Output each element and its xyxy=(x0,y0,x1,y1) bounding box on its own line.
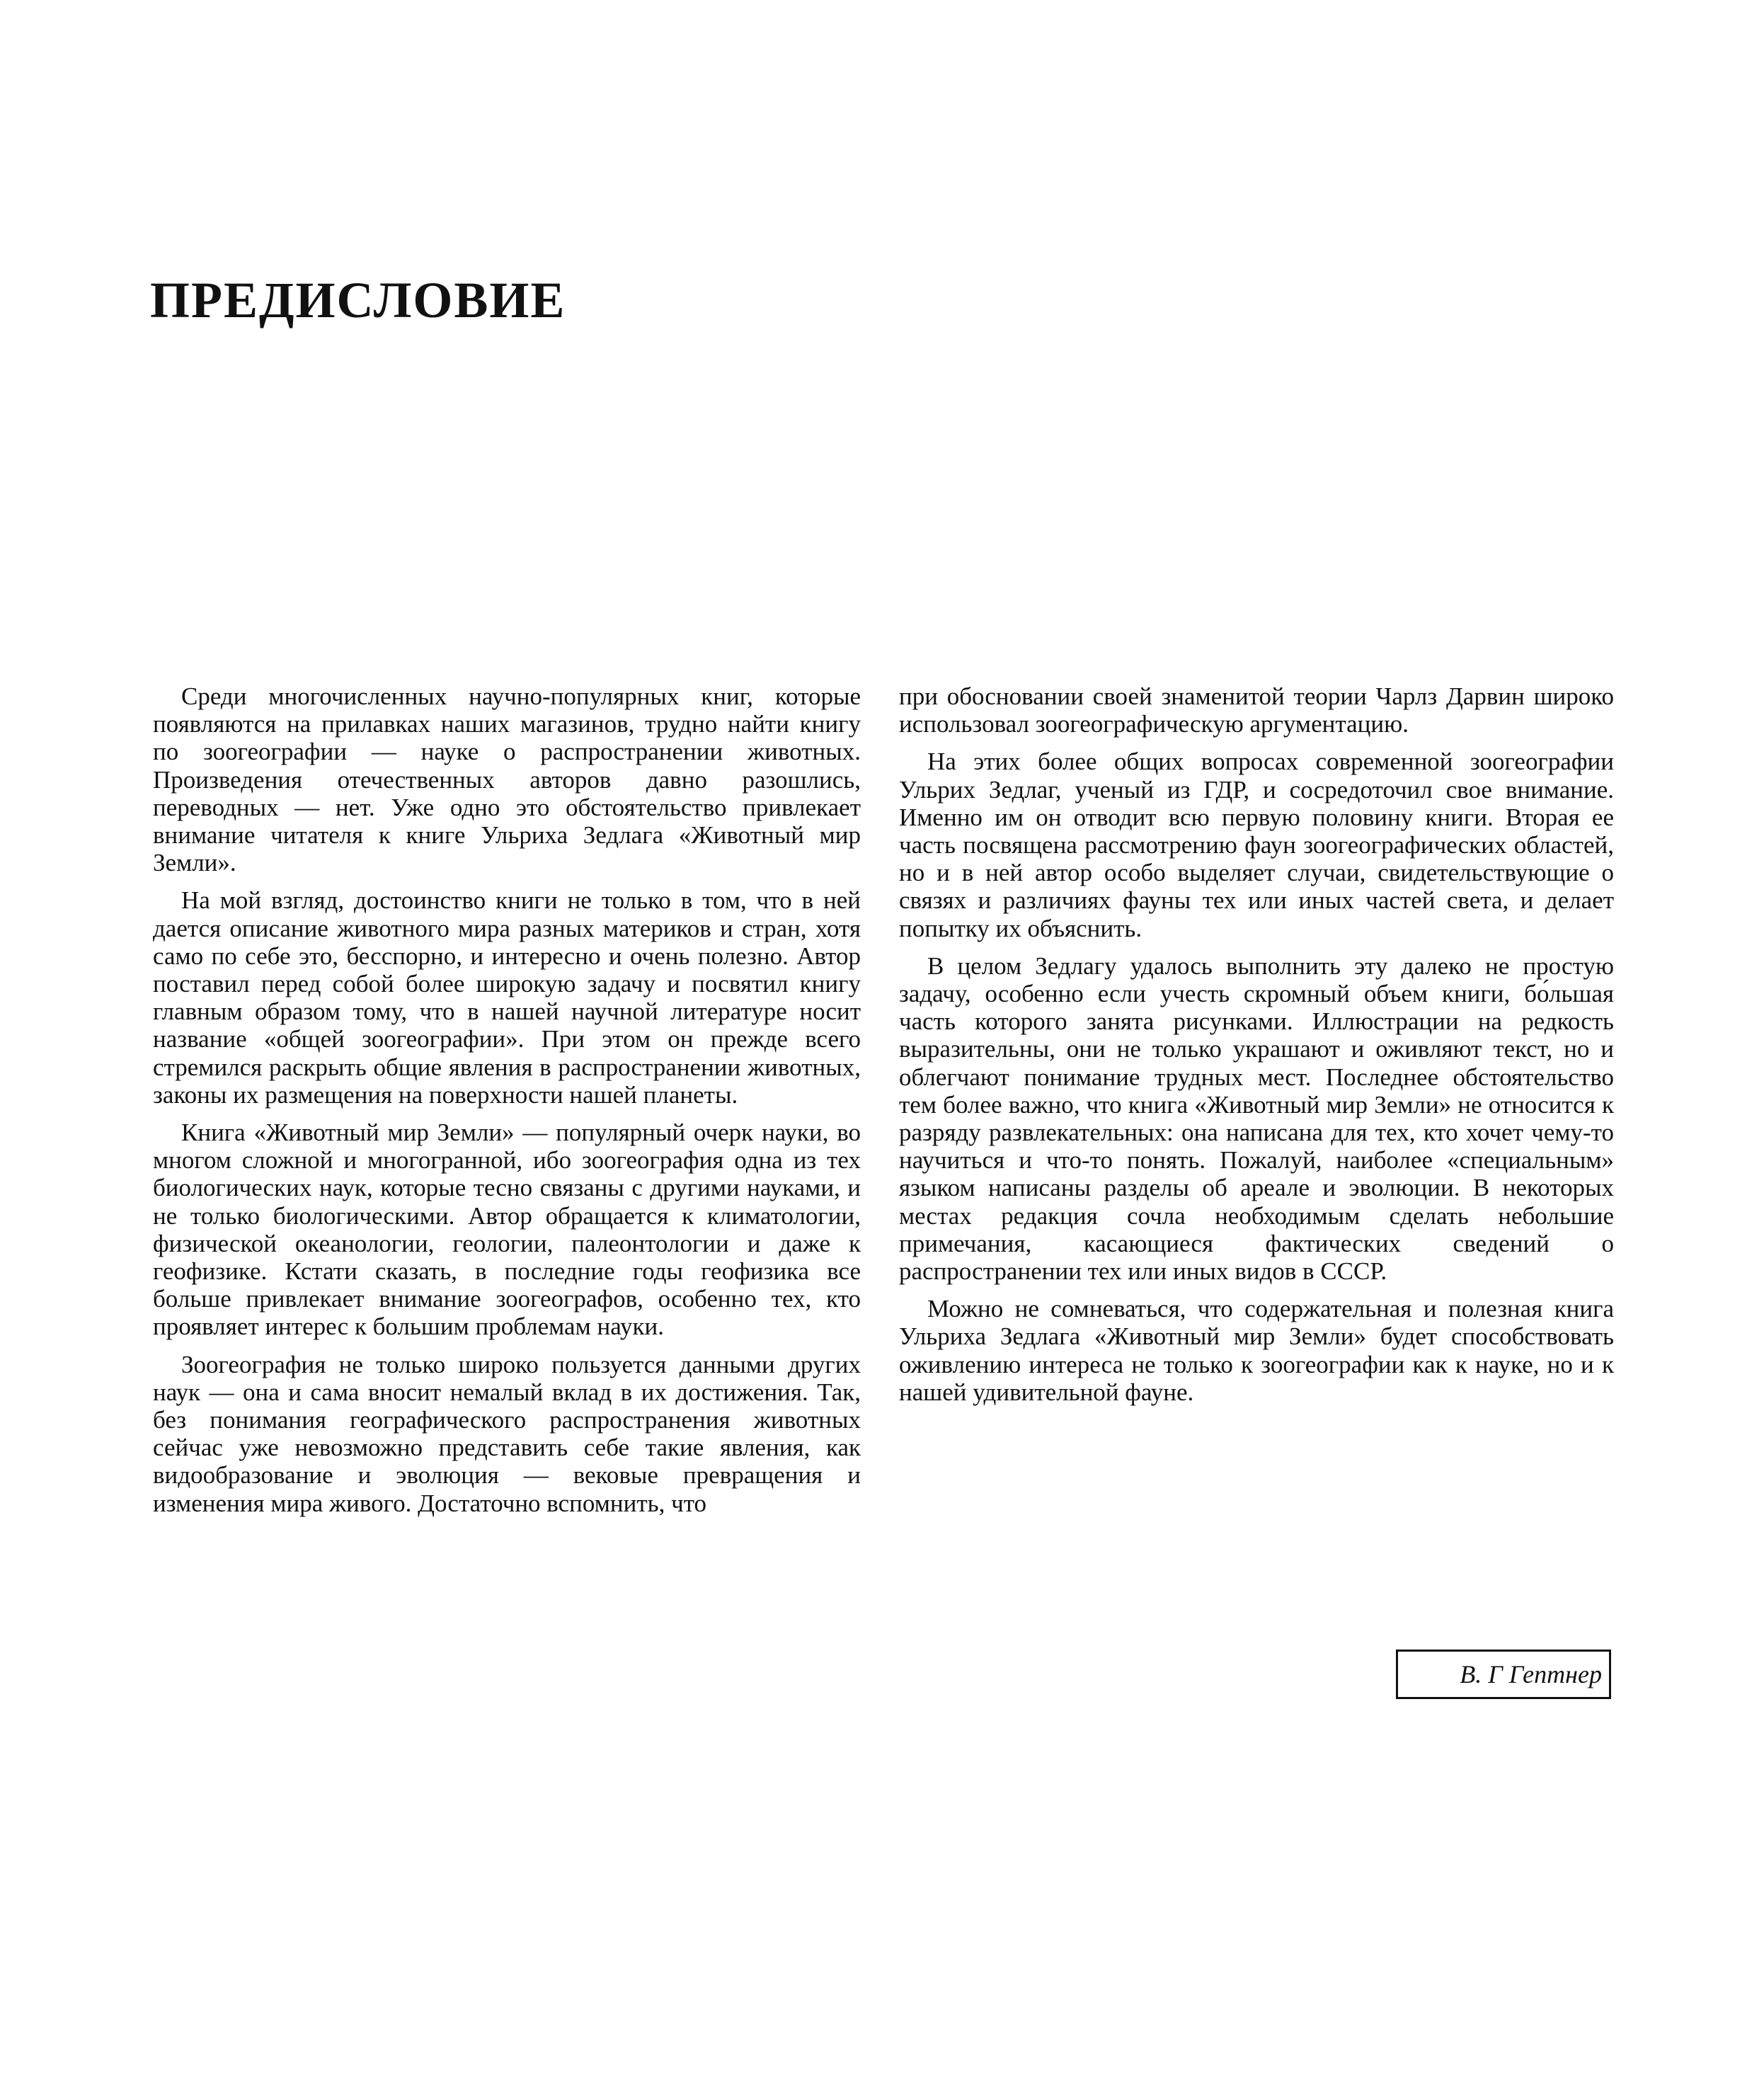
signature: В. Г Гептнер xyxy=(1396,1650,1611,1699)
paragraph: В целом Зедлагу удалось выполнить эту далеко не простую задачу, особенно если учесть скромный объем книги, бо́льшая часть которого занята рисунками. Иллюстрации на редкость выразительны, они не только украшают и оживляют текст, но и облегчают понимание трудных мест. Последнее обстоятельство тем более важно, что книга «Животный мир Земли» не относится к разряду развлекательных: она написана для тех, кто хочет чему-то научиться и что-то понять. Пожалуй, наиболее «специальным» языком написаны разделы об ареале и эволюции. В некоторых местах редакция сочла необходимым сделать небольшие примечания, касающиеся фактических сведений о распространении тех или иных видов в СССР. xyxy=(899,951,1614,1286)
paragraph: Книга «Животный мир Земли» — популярный очерк науки, во многом сложной и многогранной, ибо зоогеография одна из тех биологических наук, которые тесно связаны с другими науками, и не только биологическими. Автор обращается к климатологии, физической океанологии, геологии, палеонтологии и даже к геофизике. Кстати сказать, в последние годы геофизика все больше привлекает внимание зоогеографов, особенно тех, кто проявляет интерес к большим проблемам науки. xyxy=(153,1119,861,1341)
left-column xyxy=(153,682,861,1527)
paragraph-continuation: при обосновании своей знаменитой теории Чарлз Дарвин широко использовал зоогеографическую аргументацию. xyxy=(899,682,1614,738)
paragraph: Зоогеография не только широко пользуется данными других наук — она и сама вносит немалый вклад в их достижения. Так, без понимания географического распространения животных сейчас уже невозможно представить себе такие явления, как видообразование и эволюция — вековые превращения и изменения мира живого. Достаточно вспомнить, что xyxy=(153,1350,861,1517)
right-column xyxy=(899,682,1614,1416)
paragraph: На мой взгляд, достоинство книги не только в том, что в ней дается описание животного мира разных материков и стран, хотя само по себе это, бесспорно, и интересно и очень полезно. Автор поставил перед собой более широкую задачу и посвятил книгу главным образом тому, что в нашей научной литературе носит название «общей зоогеографии». При этом он прежде всего стремился раскрыть общие явления в распространении животных, законы их размещения на поверхности нашей планеты. xyxy=(153,886,861,1109)
paragraph: На этих более общих вопросах современной зоогеографии Ульрих Зедлаг, ученый из ГДР, и сосредоточил свое внимание. Именно им он отводит всю первую половину книги. Вторая ее часть посвящена рассмотрению фаун зоогеографических областей, но и в ней автор особо выделяет случаи, свидетельствующие о связях и различиях фауны тех или иных частей света, и делает попытку их объяснить. xyxy=(899,748,1614,942)
paragraph: Среди многочисленных научно-популярных книг, которые появляются на прилавках наших магазинов, трудно найти книгу по зоогеографии — науке о распространении животных. Произведения отечественных авторов давно разошлись, переводных — нет. Уже одно это обстоятельство привлекает внимание читателя к книге Ульриха Зедлага «Животный мир Земли». xyxy=(153,682,861,877)
page-title: ПРЕДИСЛОВИЕ xyxy=(150,272,566,328)
paragraph: Можно не сомневаться, что содержательная и полезная книга Ульриха Зедлага «Животный мир Земли» будет способствовать оживлению интереса не только к зоогеографии как к науке, но и к нашей удивительной фауне. xyxy=(899,1295,1614,1406)
